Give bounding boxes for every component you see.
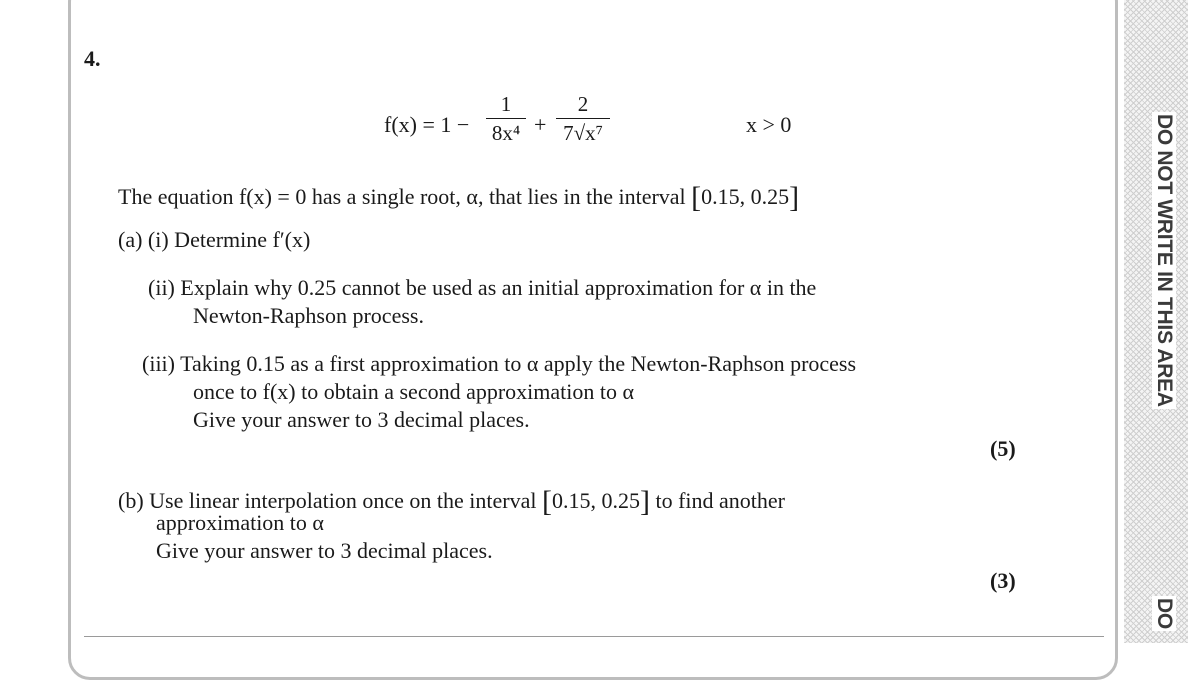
intro-text: The equation f(x) = 0 has a single root, α, that lies in the interval (118, 184, 686, 209)
fraction-two-denominator: 7√x⁷ (563, 121, 603, 145)
part-a-ii-line1: (ii) Explain why 0.25 cannot be used as an initial approximation for α in the (148, 275, 817, 300)
part-b-line2: approximation to α (156, 510, 324, 535)
domain-condition: x > 0 (746, 112, 792, 137)
fraction-one-numerator: 1 (500, 92, 512, 116)
do-not-write-label-partial: DO (1153, 598, 1176, 629)
do-not-write-label: DO NOT WRITE IN THIS AREA (1153, 114, 1176, 407)
fraction-one-denominator: 8x⁴ (491, 121, 521, 145)
part-a-i: (a) (i) Determine f′(x) (118, 227, 311, 252)
answer-line (84, 636, 1104, 637)
part-a-iii-line2: once to f(x) to obtain a second approximation to α (193, 379, 635, 404)
part-a-ii-line2: Newton-Raphson process. (193, 303, 424, 328)
question-number: 4. (84, 46, 101, 71)
intro-statement (118, 178, 799, 212)
part-b-interval: 0.15, 0.25 (551, 488, 640, 513)
part-b-marks: (3) (990, 568, 1016, 593)
fraction-one (486, 92, 526, 145)
part-b-text-start: (b) Use linear interpolation once on the interval (118, 488, 537, 513)
fraction-two (556, 92, 610, 145)
fraction-bar (486, 118, 526, 119)
formula-lhs: f(x) = 1 − (384, 112, 470, 137)
margin-hatch (1124, 0, 1188, 643)
part-a-iii-line1: (iii) Taking 0.15 as a first approximation to α apply the Newton-Raphson process (142, 351, 857, 376)
part-a-iii-line3: Give your answer to 3 decimal places. (193, 407, 530, 432)
part-a-marks: (5) (990, 436, 1016, 461)
formula-plus: + (534, 112, 547, 137)
right-bracket: ] (789, 181, 800, 214)
part-b-line3: Give your answer to 3 decimal places. (156, 538, 493, 563)
left-bracket: [ (691, 181, 702, 214)
fraction-two-numerator: 2 (577, 92, 589, 116)
right-bracket: ] (639, 485, 650, 518)
fraction-bar (556, 118, 610, 119)
part-b-text-end: to find another (655, 488, 785, 513)
intro-interval: 0.15, 0.25 (701, 184, 790, 209)
left-bracket: [ (541, 485, 552, 518)
